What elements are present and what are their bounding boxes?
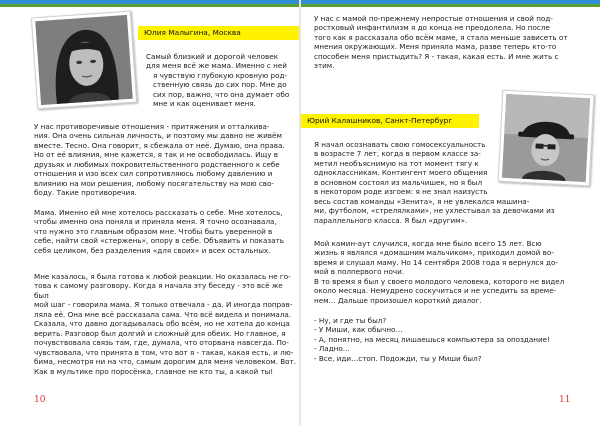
text-line: Мне казалось, я была готова к любой реакции. Но оказалась не го- [34, 272, 291, 281]
author-photo-left [31, 11, 137, 110]
dialog-block [314, 316, 594, 363]
text-line: одноклассникам. Контингент моего общения [314, 168, 488, 178]
left-page [0, 0, 299, 425]
text-line: Но от её влияния, мне кажется, я так и не освободилась. Ищу в [34, 150, 278, 160]
text-line: Как в мультике про поросёнка, главное не кто ты, а какой ты! [34, 366, 274, 376]
text-line: Самый близкий и дорогой человек [146, 52, 279, 61]
text-line: себя целиком, без разделения «для своих» и всех остальных. [34, 245, 271, 255]
text-line: жизнь я являлся «домашним мальчиком», приходил домой во- [314, 248, 554, 258]
text-line: боду. Такие противоречия. [34, 188, 137, 198]
dialog-line: - У Миши, как обычно… [314, 325, 403, 335]
text-line: для меня всё же мама. Именно с ней [146, 61, 287, 71]
intro-text-left [146, 52, 291, 109]
text-line: верить. Разговор был долгий и сложный для обеих. Но главное, я [34, 328, 286, 338]
paragraph-1-left [34, 122, 296, 198]
intro-text-right-wide [314, 197, 594, 225]
page-number-left: 10 [34, 395, 46, 405]
text-line: почувствовала связь там, где, думала, что оторвана навсегда. По- [34, 338, 289, 348]
author-photo-right [498, 90, 595, 187]
text-line: в возрасте 7 лет, когда в первом классе за- [314, 149, 481, 159]
text-line: вместе. Тесно. Она говорит, я сбежала от неё. Думаю, она права. [34, 140, 285, 150]
text-line: нем… Дальше произошел короткий диалог. [314, 295, 482, 305]
text-line: себе, найти свой «стержень», опору в себе. Объявить и показать [34, 236, 285, 246]
text-line: мой шаг - говорила мама. Я только отвечала - да. И иногда поправ- [34, 300, 293, 310]
text-line: что нужно это главным образом мне. Чтобы быть уверенной в [34, 226, 273, 236]
text-line: ми, футболом, «стрелялками», не ухлестывал за девочками из [314, 206, 555, 216]
top-green-bar [0, 4, 299, 7]
text-line: У нас с мамой по-прежнему непростые отношения и свой под- [314, 14, 553, 23]
dialog-line: - Ну, и где ты был? [314, 316, 387, 325]
text-line: ственную связь до сих пор. Мне до [153, 80, 287, 90]
dialog-line: - А, понятно, на месяц лишаешься компьютера за опоздание! [314, 334, 550, 344]
paragraph-2-right [314, 239, 594, 305]
text-line: мне и как оценивает меня. [153, 99, 256, 109]
author-caption-right: Юрий Калашников, Санкт-Петербург [301, 114, 479, 128]
portrait-woman-icon [35, 15, 133, 105]
text-line: мой в полпервого ночи. [314, 267, 405, 277]
text-line: друзьях и любимых покровительственного родственного к себе [34, 159, 280, 169]
intro-text-right [314, 140, 494, 197]
dialog-line: - Все, иди…стоп. Подожди, ты у Миши был? [314, 353, 482, 363]
text-line: чувствовала, что принята в том, что вот я - такая, какая есть, и лю- [34, 347, 294, 357]
text-line: У нас противоречивые отношения - притяжения и отталкива- [34, 122, 270, 131]
text-line: способен меня пристыдить? Я - такая, какая есть. И мне жить с [314, 51, 559, 61]
text-line: ростковый инфантилизм я до конца не преодолела. Но после [314, 23, 550, 33]
text-line: В то время я был у своего молодого человека, которого не видел [314, 276, 565, 286]
text-line: мнения окружающих. Меня приняла мама, разве теперь кто-то [314, 42, 557, 52]
text-line: Мой камин-аут случился, когда мне было всего 15 лет. Всю [314, 239, 542, 248]
text-line: в основном состоял из мальчишек, но я был [314, 177, 483, 187]
text-line: я чувствую глубокую кровную род- [153, 70, 288, 80]
text-line: Я начал осознавать свою гомосексуальность [314, 140, 486, 149]
text-line: влиянию на мои решения, любому посягательству на мою сво- [34, 178, 275, 188]
text-line: чтобы именно она поняла и приняла меня. Я точно осознавала, [34, 217, 277, 227]
text-line: время и слушал маму. Но 14 сентября 2008 года я вернулся до- [314, 257, 558, 267]
paragraph-2-left [34, 208, 296, 255]
text-line: весь состав команды «Зенита», я не увлекался машина- [314, 197, 530, 206]
text-line: этим. [314, 61, 335, 71]
text-line: отношения и изо всех сил сопротивляюсь любому давлению и [34, 169, 273, 179]
text-line: в некотором роде изгоем: я не знал наизусть [314, 187, 488, 197]
dialog-line: - Ладно… [314, 344, 350, 354]
text-line: параллельного класса. Я был «другим». [314, 215, 468, 225]
author-caption-left: Юлия Малыгина, Москва [138, 26, 299, 40]
right-page [301, 0, 600, 425]
text-line: сих пор, важно, что она думает обо [153, 89, 290, 99]
text-line: това к самому разговору. Когда я начала эту беседу - это всё же был [34, 281, 283, 300]
text-line: около месяца. Немудрено соскучиться и не успедить за време- [314, 286, 557, 296]
paragraph-top-right [314, 14, 592, 71]
text-line: метил необъяснимую на тот момент тягу к [314, 158, 479, 168]
text-line: ния. Она очень сильная личность, и поэтому мы давно не живём [34, 131, 282, 141]
paragraph-3-left [34, 272, 296, 376]
portrait-man-icon [502, 94, 590, 182]
top-green-bar [301, 4, 600, 7]
page-number-right: 11 [559, 395, 571, 405]
text-line: того как я рассказала обо всём маме, я стала меньше зависеть от [314, 32, 568, 42]
text-line: ляла её. Она мне всё рассказала сама. Что всё видела и понимала. [34, 309, 292, 319]
text-line: бима, несмотря ни на что, самым дорогим для меня человеком. Вот. [34, 357, 297, 367]
text-line: Сказала, что давно догадывалась обо всём, но не хотела до конца [34, 319, 290, 329]
text-line: Мама. Именно ей мне хотелось рассказать о себе. Мне хотелось, [34, 208, 283, 217]
